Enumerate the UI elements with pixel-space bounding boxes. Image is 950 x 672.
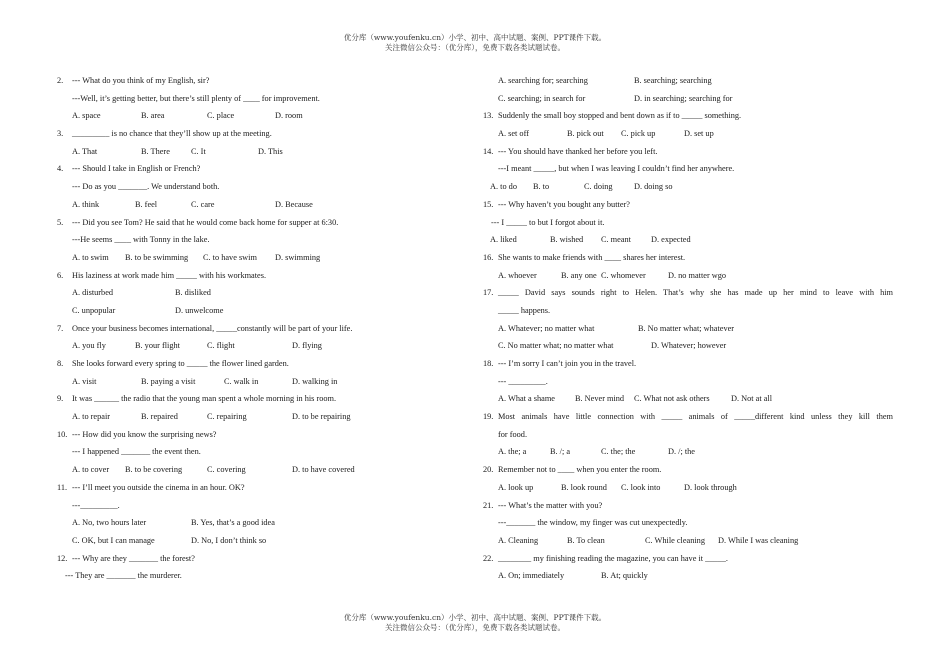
option-a: A. visit bbox=[72, 376, 97, 386]
option-a: A. Cleaning bbox=[498, 535, 539, 545]
option-a: A. to do bbox=[490, 182, 517, 192]
option-a: A. you fly bbox=[72, 341, 106, 351]
option-d: D. doing so bbox=[634, 182, 673, 192]
question-4-options bbox=[57, 196, 437, 214]
question-13-stem: 13. Suddenly the small boy stopped and bent down as if to _____ something. bbox=[483, 111, 742, 121]
question-6-options-cd bbox=[57, 302, 437, 320]
question-10-stem: 10. --- How did you know the surprising news? bbox=[57, 429, 217, 439]
option-a: A. disturbed bbox=[72, 288, 114, 298]
option-d: D. swimming bbox=[275, 252, 321, 262]
header-line-2: 关注微信公众号：（优分库），免费下载各类试题试卷。 bbox=[385, 43, 565, 52]
question-4-stem: 4. --- Should I take in English or French? bbox=[57, 164, 201, 174]
question-5-stem: 5. --- Did you see Tom? He said that he would come back home for supper at 6:30. bbox=[57, 217, 339, 227]
question-17-line2: _____ happens. bbox=[498, 305, 551, 315]
option-b: B. Yes, that’s a good idea bbox=[191, 518, 275, 528]
option-a: A. the; a bbox=[498, 447, 527, 457]
option-d: D. No, I don’t think so bbox=[191, 535, 267, 545]
option-b: B. to be swimming bbox=[125, 252, 189, 262]
question-7-stem: 7. Once your business becomes international, _____constantly will be part of your life. bbox=[57, 323, 353, 333]
question-8-options bbox=[57, 373, 437, 391]
question-12-line2: --- They are _______ the murderer. bbox=[65, 571, 182, 581]
question-18-stem: 18. --- I’m sorry I can’t join you in the travel. bbox=[483, 359, 637, 368]
option-c: C. searching; in search for bbox=[498, 93, 586, 103]
option-a: A. look up bbox=[498, 482, 534, 492]
question-21-options bbox=[483, 532, 893, 550]
left-column bbox=[57, 72, 437, 585]
option-b: B. disliked bbox=[175, 288, 211, 298]
option-c: C. What not ask others bbox=[634, 394, 710, 404]
option-a: A. No, two hours later bbox=[72, 518, 147, 528]
question-22-stem: 22. ________ my finishing reading the magazine, you can have it _____. bbox=[483, 553, 728, 563]
question-16-stem: 16. She wants to make friends with ____ shares her interest. bbox=[483, 252, 686, 262]
question-15-stem: 15. --- Why haven’t you bought any butter? bbox=[483, 199, 630, 209]
option-c: C. meant bbox=[601, 235, 631, 245]
option-d: D. room bbox=[275, 111, 303, 121]
question-16-options bbox=[483, 267, 893, 285]
option-c: C. While cleaning bbox=[645, 535, 705, 545]
option-c: C. covering bbox=[207, 465, 246, 475]
question-9-options bbox=[57, 408, 437, 426]
question-18-line2: --- _________. bbox=[498, 376, 548, 386]
option-c: C. flight bbox=[207, 341, 235, 351]
footer-line-1: 优分库（www.youfenku.cn）小学、初中、高中试题、案例、PPT课件下载。 bbox=[343, 613, 607, 622]
question-15-options bbox=[483, 231, 893, 249]
option-b: B. pick out bbox=[567, 129, 604, 139]
question-13-options bbox=[483, 125, 893, 143]
option-d: D. Whatever; however bbox=[651, 341, 727, 351]
option-d: D. Not at all bbox=[731, 394, 773, 404]
option-d: D. unwelcome bbox=[175, 305, 224, 315]
option-b: B. searching; searching bbox=[634, 76, 712, 85]
page-header bbox=[0, 33, 950, 53]
question-22-options bbox=[483, 567, 893, 585]
question-3-options bbox=[57, 143, 437, 161]
question-14-line2: ---I meant _____, but when I was leaving I couldn’t find her anywhere. bbox=[498, 164, 735, 174]
option-c: C. look into bbox=[621, 482, 661, 492]
question-5-line2: ---He seems ____ with Tonny in the lake. bbox=[72, 235, 210, 245]
option-a: A. searching for; searching bbox=[498, 76, 588, 85]
option-b: B. your flight bbox=[135, 341, 180, 351]
option-a: A. That bbox=[72, 146, 98, 156]
option-a: A. Whatever; no matter what bbox=[498, 323, 595, 333]
option-b: B. At; quickly bbox=[601, 571, 648, 581]
option-b: B. No matter what; whatever bbox=[638, 323, 735, 333]
option-d: D. Because bbox=[275, 199, 313, 209]
header-line-1: 优分库（www.youfenku.cn）小学、初中、高中试题、案例、PPT课件下载。 bbox=[343, 33, 607, 42]
question-19-stem: 19. Most animals have little connection with _____ animals of _____different kind unless they kill them bbox=[483, 412, 893, 422]
question-2-line2: ---Well, it’s getting better, but there’s still plenty of ____ for improvement. bbox=[72, 93, 320, 103]
option-b: B. to bbox=[533, 182, 550, 192]
option-b: B. to be covering bbox=[125, 465, 183, 475]
question-5-options bbox=[57, 249, 437, 267]
option-a: A. to repair bbox=[72, 412, 111, 422]
option-d: D. set up bbox=[684, 129, 714, 139]
question-17-stem: 17. _____ David says sounds right to Helen. That’s why she has made up her mind to leave with him bbox=[483, 288, 893, 298]
question-11-line2: ---_________. bbox=[72, 500, 120, 510]
option-a: A. On; immediately bbox=[498, 571, 565, 581]
right-column bbox=[483, 72, 893, 585]
option-d: D. flying bbox=[292, 341, 322, 351]
option-b: B. To clean bbox=[567, 535, 605, 545]
option-d: D. in searching; searching for bbox=[634, 93, 733, 103]
option-b: B. Never mind bbox=[575, 394, 625, 404]
option-d: D. /; the bbox=[668, 447, 695, 457]
question-12-stem: 12. --- Why are they _______ the forest? bbox=[57, 553, 195, 563]
option-a: A. What a shame bbox=[498, 394, 555, 404]
option-d: D. to be repairing bbox=[292, 412, 351, 422]
question-10-options bbox=[57, 461, 437, 479]
question-15-line2: --- I _____ to but I forgot about it. bbox=[491, 217, 605, 227]
option-a: A. whoever bbox=[498, 270, 537, 280]
option-b: B. There bbox=[141, 146, 170, 156]
question-21-line2: ---_______ the window, my finger was cut unexpectedly. bbox=[498, 518, 688, 528]
question-19-line2: for food. bbox=[498, 429, 528, 439]
option-b: B. area bbox=[141, 111, 165, 121]
question-9-stem: 9. It was ______ the radio that the young man spent a whole morning in his room. bbox=[57, 394, 337, 404]
option-c: C. place bbox=[207, 111, 235, 121]
option-a: A. think bbox=[72, 199, 100, 209]
question-10-line2: --- I happened _______ the event then. bbox=[72, 447, 201, 457]
question-2-options bbox=[57, 107, 437, 125]
option-b: B. feel bbox=[135, 199, 158, 209]
option-b: B. wished bbox=[550, 235, 584, 245]
question-12-options-cd bbox=[483, 90, 893, 108]
option-c: C. the; the bbox=[601, 447, 636, 457]
page-footer bbox=[0, 613, 950, 633]
option-c: C. care bbox=[191, 199, 215, 209]
question-17-options-cd bbox=[483, 337, 893, 355]
option-c: C. OK, but I can manage bbox=[72, 535, 155, 545]
option-b: B. any one bbox=[561, 270, 597, 280]
option-a: A. to cover bbox=[72, 465, 110, 475]
option-c: C. repairing bbox=[207, 412, 247, 422]
option-d: D. While I was cleaning bbox=[718, 535, 799, 545]
option-d: D. This bbox=[258, 146, 283, 156]
question-2-stem: 2. --- What do you think of my English, sir? bbox=[57, 76, 210, 85]
question-19-options bbox=[483, 443, 893, 461]
question-18-options bbox=[483, 390, 893, 408]
question-6-stem: 6. His laziness at work made him _____ with his workmates. bbox=[57, 270, 267, 280]
option-d: D. look through bbox=[684, 482, 737, 492]
question-8-stem: 8. She looks forward every spring to _____ the flower lined garden. bbox=[57, 359, 289, 368]
option-c: C. unpopular bbox=[72, 305, 116, 315]
option-a: A. space bbox=[72, 111, 101, 121]
option-d: D. walking in bbox=[292, 376, 338, 386]
question-11-options-ab bbox=[57, 514, 437, 532]
question-12-options-ab bbox=[483, 72, 893, 90]
option-d: D. no matter wgo bbox=[668, 270, 727, 280]
option-c: C. whomever bbox=[601, 270, 646, 280]
option-c: C. walk in bbox=[224, 376, 259, 386]
question-7-options bbox=[57, 337, 437, 355]
question-6-options-ab bbox=[57, 284, 437, 302]
option-c: C. to have swim bbox=[203, 252, 257, 262]
question-21-stem: 21. --- What’s the matter with you? bbox=[483, 500, 603, 510]
option-d: D. to have covered bbox=[292, 465, 355, 475]
option-d: D. expected bbox=[651, 235, 691, 245]
question-4-line2: --- Do as you _______. We understand both. bbox=[72, 182, 220, 192]
option-b: B. paying a visit bbox=[141, 376, 196, 386]
option-c: C. No matter what; no matter what bbox=[498, 341, 614, 351]
question-14-options bbox=[483, 178, 893, 196]
option-c: C. doing bbox=[584, 182, 613, 192]
question-20-stem: 20. Remember not to ____ when you enter the room. bbox=[483, 465, 662, 475]
question-14-stem: 14. --- You should have thanked her before you left. bbox=[483, 146, 658, 156]
option-c: C. It bbox=[191, 146, 206, 156]
question-11-stem: 11. --- I’ll meet you outside the cinema in an hour. OK? bbox=[57, 482, 245, 492]
option-a: A. set off bbox=[498, 129, 529, 139]
option-b: B. repaired bbox=[141, 412, 178, 422]
question-20-options bbox=[483, 479, 893, 497]
option-c: C. pick up bbox=[621, 129, 656, 139]
question-3-stem: 3. _________ is no chance that they’ll show up at the meeting. bbox=[57, 129, 272, 139]
question-11-options-cd bbox=[57, 532, 437, 550]
option-b: B. look round bbox=[561, 482, 607, 492]
option-a: A. liked bbox=[490, 235, 517, 245]
question-17-options-ab bbox=[483, 320, 893, 338]
option-a: A. to swim bbox=[72, 252, 109, 262]
option-b: B. /; a bbox=[550, 447, 571, 457]
footer-line-2: 关注微信公众号：（优分库），免费下载各类试题试卷。 bbox=[385, 623, 565, 632]
